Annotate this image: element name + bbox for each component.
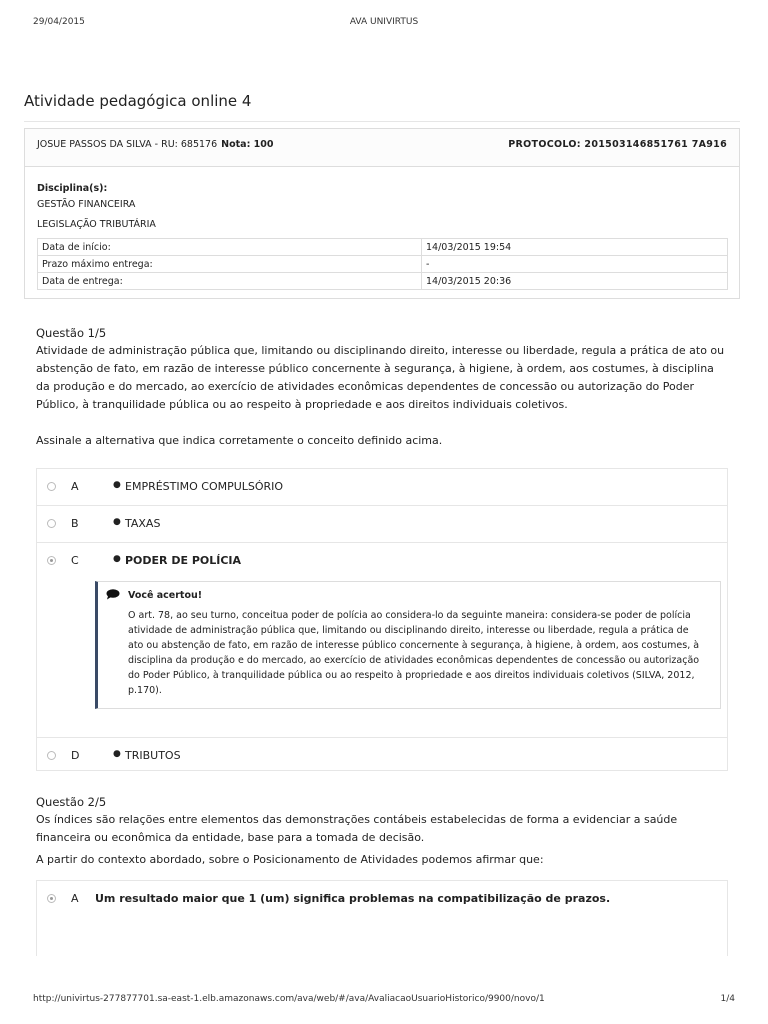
radio-button[interactable] bbox=[47, 482, 56, 491]
discipline-item: GESTÃO FINANCEIRA bbox=[37, 199, 136, 210]
radio-button-selected[interactable] bbox=[47, 894, 56, 903]
print-url: http://univirtus-277877701.sa-east-1.elb.amazonaws.com/ava/web/#/ava/AvaliacaoUsuarioHistorico/9900/novo/1 bbox=[33, 994, 545, 1004]
radio-button-selected[interactable] bbox=[47, 556, 56, 565]
answer-option-b[interactable] bbox=[37, 506, 727, 543]
radio-button[interactable] bbox=[47, 751, 56, 760]
option-text: TRIBUTOS bbox=[125, 749, 181, 762]
table-row bbox=[38, 256, 728, 273]
answer-option-d[interactable] bbox=[37, 738, 727, 774]
feedback-title: Você acertou! bbox=[128, 590, 203, 601]
question-prompt: A partir do contexto abordado, sobre o Posicionamento de Atividades podemos afirmar que: bbox=[36, 853, 544, 866]
option-text: TAXAS bbox=[125, 517, 161, 530]
date-value: 14/03/2015 20:36 bbox=[422, 273, 728, 290]
date-label: Data de início: bbox=[38, 239, 422, 256]
date-value: - bbox=[422, 256, 728, 273]
answer-option-a[interactable] bbox=[37, 469, 727, 506]
option-letter: A bbox=[71, 892, 79, 905]
discipline-label: Disciplina(s): bbox=[37, 183, 108, 194]
table-row bbox=[38, 239, 728, 256]
activity-info-panel bbox=[24, 128, 740, 299]
print-title: AVA UNIVIRTUS bbox=[349, 17, 419, 27]
option-text: Um resultado maior que 1 (um) significa problemas na compatibilização de prazos. bbox=[95, 892, 611, 905]
title-divider bbox=[24, 121, 740, 122]
discipline-item: LEGISLAÇÃO TRIBUTÁRIA bbox=[37, 219, 156, 230]
feedback-text: O art. 78, ao seu turno, conceitua poder de polícia ao considera-lo da seguinte maneira: considera-se poder de polícia atividade de administração pública que, limitando ou disciplinando direito, interesse ou liberdade, regula a prática de ato ou abstenção de fato, em razão de interesse público concernente à segurança, à higiene, à ordem, aos costumes, à disciplina da produção e do mercado, ao exercício de atividades econômicas dependentes de concessão ou autorização do Poder Público, à tranquilidade pública ou ao respeito à propriedade e aos direitos individuais coletivos (SILVA, 2012, p.170). bbox=[128, 610, 700, 696]
question-text: Atividade de administração pública que, limitando ou disciplinando direito, interesse ou liberdade, regula a prática de ato ou abstenção de fato, em razão de interesse público concernente à segurança, à higiene, à ordem, aos costumes, à disciplina da produção e do mercado, ao exercício de atividades econômicas dependentes de concessão ou autorização do Poder Público, à tranquilidade pública ou ao respeito à propriedade e aos direitos individuais coletivos. bbox=[36, 344, 725, 411]
question-1-answers bbox=[36, 468, 728, 771]
option-letter: D bbox=[71, 749, 80, 762]
question-prompt: Assinale a alternativa que indica corretamente o conceito definido acima. bbox=[36, 434, 443, 447]
option-letter: A bbox=[71, 480, 79, 493]
protocol: PROTOCOLO: 201503146851761 7A916 bbox=[508, 139, 727, 150]
grade: Nota: 100 bbox=[221, 139, 274, 150]
student-name: JOSUE PASSOS DA SILVA - RU: 685176 bbox=[37, 139, 218, 150]
question-title: Questão 2/5 bbox=[36, 795, 107, 809]
question-2 bbox=[36, 793, 728, 869]
page-title: Atividade pedagógica online 4 bbox=[24, 92, 252, 110]
bullet-icon: ● bbox=[113, 517, 121, 527]
answer-option-a[interactable] bbox=[37, 881, 727, 957]
student-info bbox=[37, 139, 274, 150]
option-text: EMPRÉSTIMO COMPULSÓRIO bbox=[125, 480, 284, 493]
student-bar bbox=[25, 129, 739, 167]
question-title: Questão 1/5 bbox=[36, 326, 107, 340]
bullet-icon: ● bbox=[113, 480, 121, 490]
print-date: 29/04/2015 bbox=[33, 17, 85, 27]
option-letter: B bbox=[71, 517, 79, 530]
question-text: Os índices são relações entre elementos das demonstrações contábeis estabelecidas de forma a evidenciar a saúde financeira ou econômica da entidade, base para a tomada de decisão. bbox=[36, 813, 678, 844]
date-label: Data de entrega: bbox=[38, 273, 422, 290]
feedback-box bbox=[95, 581, 721, 709]
date-value: 14/03/2015 19:54 bbox=[422, 239, 728, 256]
page-number: 1/4 bbox=[720, 994, 735, 1004]
dates-table bbox=[37, 238, 728, 290]
print-footer bbox=[0, 994, 768, 1008]
print-header bbox=[0, 17, 768, 31]
table-row bbox=[38, 273, 728, 290]
answer-option-c[interactable] bbox=[37, 543, 727, 738]
option-text: PODER DE POLÍCIA bbox=[125, 554, 242, 567]
bullet-icon: ● bbox=[113, 749, 121, 759]
speech-bubble-icon bbox=[106, 589, 120, 600]
question-1 bbox=[36, 324, 728, 450]
question-2-answers bbox=[36, 880, 728, 956]
option-letter: C bbox=[71, 554, 79, 567]
bullet-icon: ● bbox=[113, 554, 121, 564]
radio-button[interactable] bbox=[47, 519, 56, 528]
date-label: Prazo máximo entrega: bbox=[38, 256, 422, 273]
